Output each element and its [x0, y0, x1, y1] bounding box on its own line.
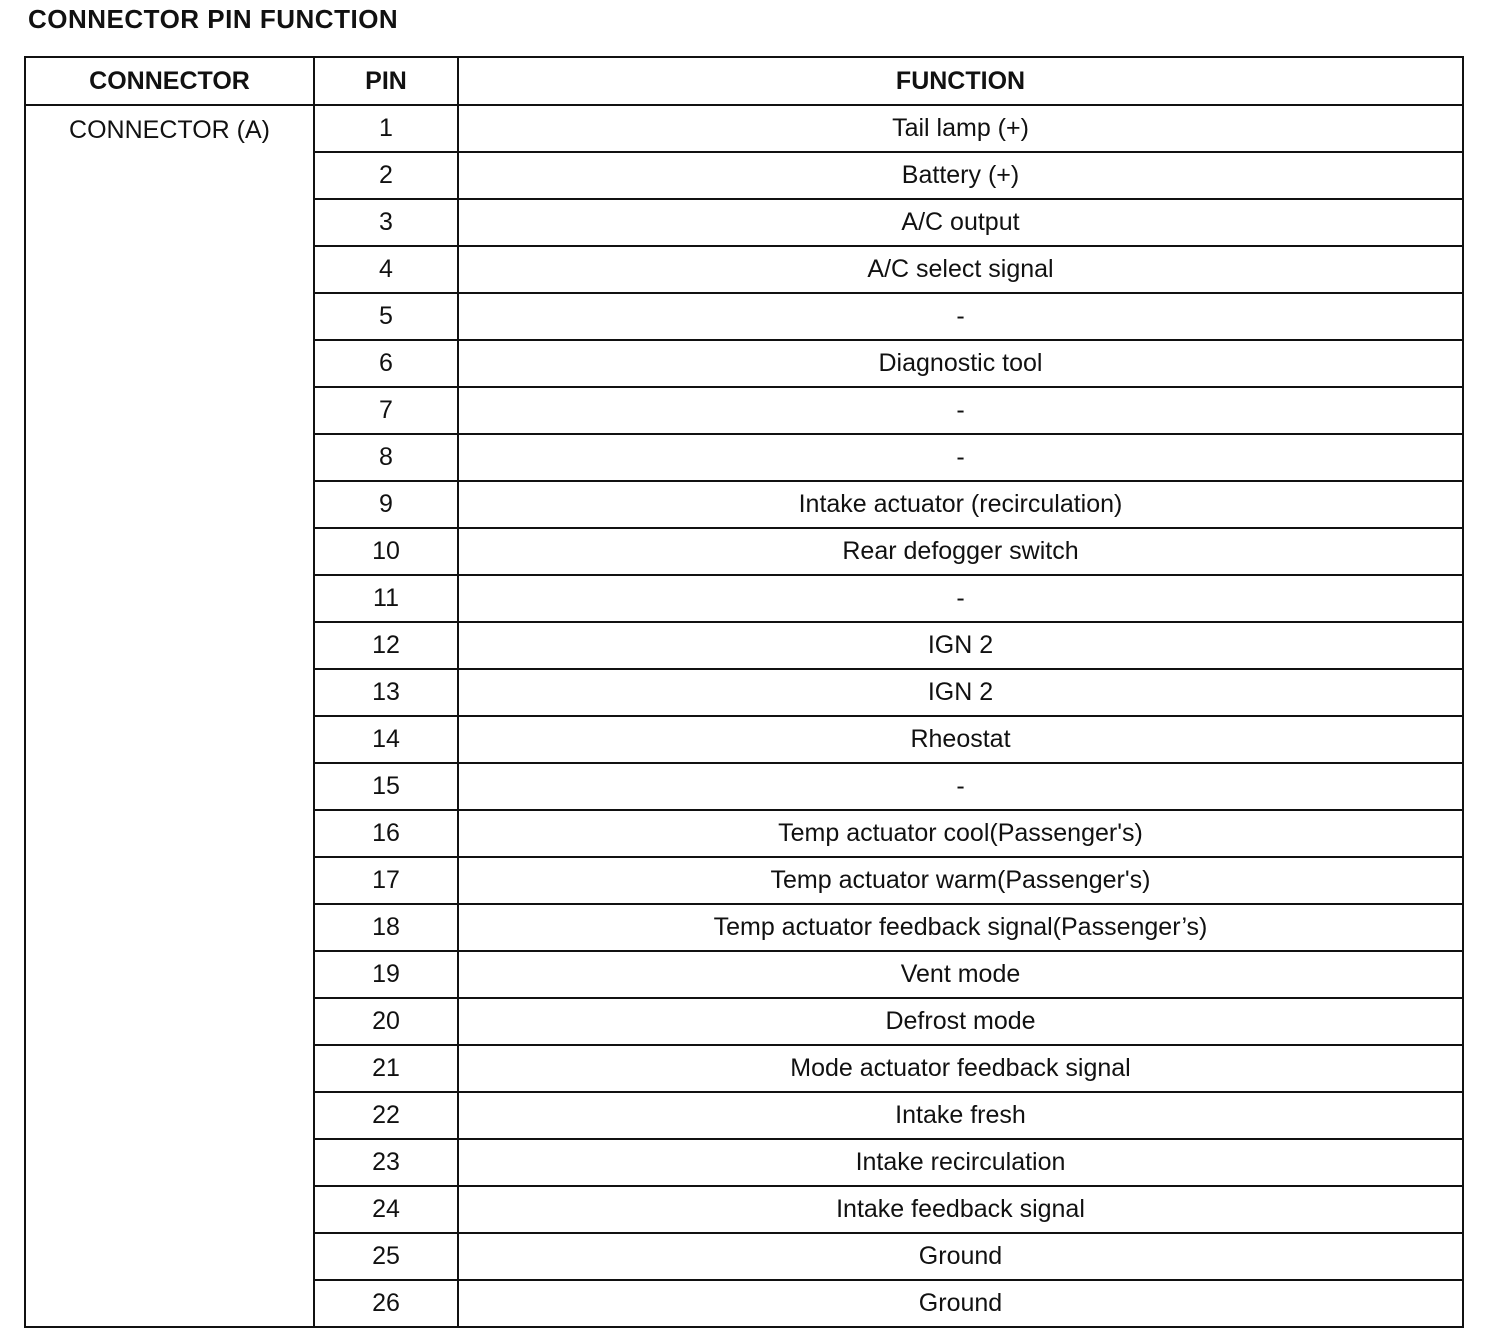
pin-cell: 22 [314, 1092, 458, 1139]
pin-cell: 15 [314, 763, 458, 810]
pin-cell: 13 [314, 669, 458, 716]
function-cell: Rheostat [458, 716, 1463, 763]
pin-cell: 8 [314, 434, 458, 481]
function-cell: Battery (+) [458, 152, 1463, 199]
table-row [25, 105, 1463, 152]
pin-cell: 1 [314, 105, 458, 152]
pin-cell: 7 [314, 387, 458, 434]
function-cell: Ground [458, 1233, 1463, 1280]
function-cell: IGN 2 [458, 622, 1463, 669]
pin-cell: 10 [314, 528, 458, 575]
function-cell: - [458, 293, 1463, 340]
page-title: CONNECTOR PIN FUNCTION [28, 4, 399, 34]
function-cell: Diagnostic tool [458, 340, 1463, 387]
pin-cell: 6 [314, 340, 458, 387]
function-cell: Vent mode [458, 951, 1463, 998]
function-cell: Rear defogger switch [458, 528, 1463, 575]
function-cell: - [458, 387, 1463, 434]
function-cell: IGN 2 [458, 669, 1463, 716]
pin-cell: 14 [314, 716, 458, 763]
function-cell: Defrost mode [458, 998, 1463, 1045]
pin-cell: 3 [314, 199, 458, 246]
pin-cell: 25 [314, 1233, 458, 1280]
function-cell: Intake fresh [458, 1092, 1463, 1139]
function-cell: Temp actuator cool(Passenger's) [458, 810, 1463, 857]
pin-cell: 18 [314, 904, 458, 951]
function-cell: Intake feedback signal [458, 1186, 1463, 1233]
pin-cell: 4 [314, 246, 458, 293]
function-cell: - [458, 763, 1463, 810]
function-cell: Intake actuator (recirculation) [458, 481, 1463, 528]
connector-name: CONNECTOR (A) [25, 105, 314, 1327]
pin-cell: 11 [314, 575, 458, 622]
function-cell: A/C output [458, 199, 1463, 246]
header-pin: PIN [314, 57, 458, 105]
function-cell: Intake recirculation [458, 1139, 1463, 1186]
pin-cell: 5 [314, 293, 458, 340]
pin-cell: 12 [314, 622, 458, 669]
pin-cell: 17 [314, 857, 458, 904]
pin-cell: 16 [314, 810, 458, 857]
header-function: FUNCTION [458, 57, 1463, 105]
function-cell: - [458, 575, 1463, 622]
pin-cell: 21 [314, 1045, 458, 1092]
table-body [25, 105, 1463, 1327]
function-cell: Tail lamp (+) [458, 105, 1463, 152]
pin-function-table [24, 56, 1464, 1328]
pin-cell: 26 [314, 1280, 458, 1327]
function-cell: - [458, 434, 1463, 481]
function-cell: Mode actuator feedback signal [458, 1045, 1463, 1092]
header-row [25, 57, 1463, 105]
pin-cell: 2 [314, 152, 458, 199]
header-connector: CONNECTOR [25, 57, 314, 105]
pin-cell: 24 [314, 1186, 458, 1233]
function-cell: Temp actuator warm(Passenger's) [458, 857, 1463, 904]
function-cell: Temp actuator feedback signal(Passenger’s) [458, 904, 1463, 951]
pin-cell: 19 [314, 951, 458, 998]
pin-cell: 9 [314, 481, 458, 528]
pin-cell: 23 [314, 1139, 458, 1186]
function-cell: A/C select signal [458, 246, 1463, 293]
pin-cell: 20 [314, 998, 458, 1045]
function-cell: Ground [458, 1280, 1463, 1327]
